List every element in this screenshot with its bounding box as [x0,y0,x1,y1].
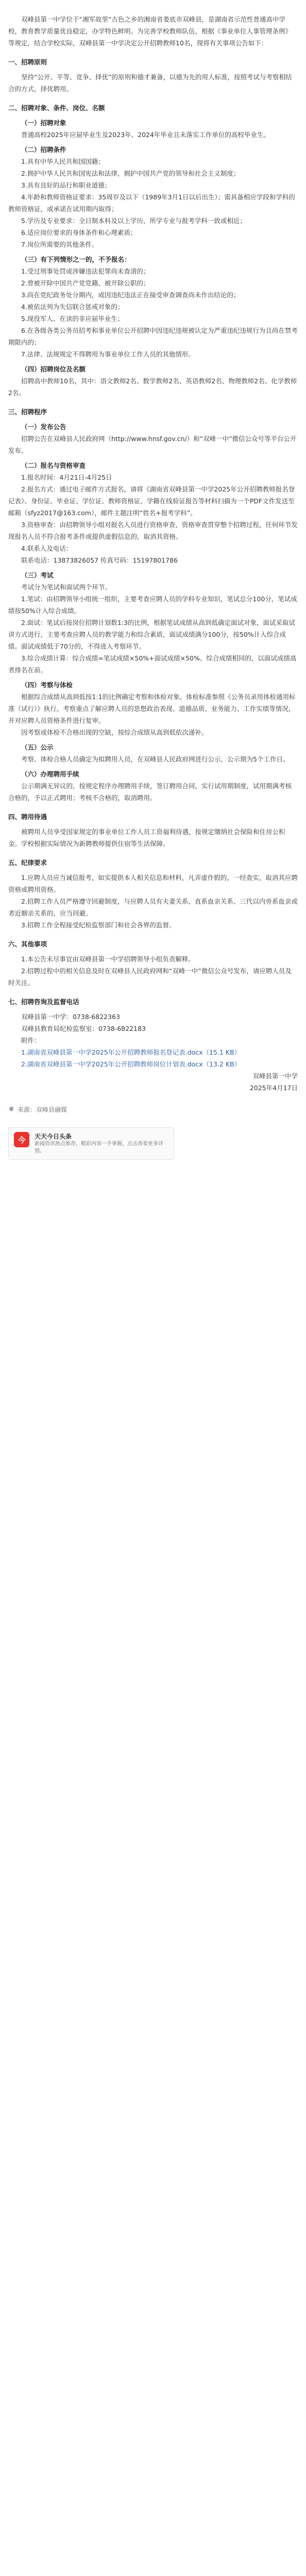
source-row [8,1105,298,1114]
subsection-paragraph: 根据综合成绩从高到低按1:1的比例确定考察和体检对象。体检标准参照《公务员录用体检通用标准（试行）》执行。考察重点了解应聘人员的思想政治表现、道德品质、业务能力、工作实绩等情况，并对应聘人员资格条件进行复审。 [8,693,296,724]
article-content [8,13,298,1094]
ad-logo: 今 [14,1132,29,1147]
subsection-paragraph: 5.现役军人、在读的非应届毕业生； [21,315,124,323]
subsection-heading: （三）有下列情形之一的，不予报名： [21,256,131,263]
subsection-paragraph: 1.具有中华人民共和国国籍； [21,158,105,165]
section-paragraph: 1.应聘人员应当诚信报考，如实提供本人相关信息和材料，凡弄虚作假的，一经查实，取消其应聘资格或聘用资格。 [8,874,298,893]
subsection-heading: （五）公示 [21,743,54,751]
section-paragraph: 双峰县教育局纪检监察室：0738-6822183 [21,1025,146,1032]
section-heading: 二、招聘对象、条件、岗位、名额 [8,104,105,112]
subsection-paragraph: 联系电话：13873826057 传真号码：15197801786 [21,556,178,564]
section-heading: 四、聘用待遇 [8,813,47,821]
subsection-paragraph: 1.报名时间：4月21日-4月25日 [21,473,112,481]
subsection-paragraph: 3.综合成绩计算：综合成绩=笔试成绩×50%+面试成绩×50%。综合成绩相同的，以面试成绩高者排名在前。 [8,654,297,674]
subsection-heading: （二）报名与资格审查 [21,462,86,469]
subsection-paragraph: 7.岗位所需要的其他条件。 [21,241,98,248]
section-heading: 五、纪律要求 [8,859,47,867]
section-paragraph: 1.本公告未尽事宜由双峰县第一中学招聘领导小组负责解释。 [21,955,195,963]
subsection-paragraph: 1.笔试：由招聘领导小组统一组织，主要考查应聘人员的学科专业知识，笔试总分100分，笔试成绩按50%计入综合成绩。 [8,595,297,615]
subsection-paragraph: 4.被依法列为失信联合惩戒对象的； [21,303,124,311]
subsection-heading: （二）招聘条件 [21,146,66,154]
section-paragraph: 被聘用人员享受国家规定的事业单位工作人员工资福利待遇，按规定缴纳社会保险和住房公积金。学校根据实际情况为新聘教师提供住宿等生活保障。 [8,828,285,848]
subsection-paragraph: 3.尚在党纪政务处分期内，或因违纪违法正在接受审查调查尚未作出结论的； [21,291,240,299]
subsection-paragraph: 2.面试：笔试后按岗位招聘计划数1:3的比例，根据笔试成绩从高到低确定面试对象，面试采取试讲方式进行，主要考查应聘人员的教学能力和综合素质，面试成绩满分100分，按50%计入综合成绩。面试成绩低于70分的，不得进入考察环节。 [8,619,296,650]
subsection-paragraph: 普通高校2025年应届毕业生及2023年、2024年毕业且未落实工作单位的高校毕业生。 [21,131,270,139]
subsection-heading: （六）办理聘用手续 [21,770,79,778]
signature-date: 2025年4月17日 [249,1084,298,1092]
section-heading: 三、招聘程序 [8,408,47,416]
subsection-paragraph: 4.联系人及电话： [21,545,73,552]
subsection-paragraph: 1.受过刑事处罚或涉嫌违法犯罪尚未查清的； [21,267,150,275]
subsection-paragraph: 公示期满无异议的，按规定程序办理聘用手续，签订聘用合同，实行试用期制度，试用期满考核合格的，予以正式聘用；考核不合格的，取消聘用。 [8,782,292,802]
intro-paragraph: 双峰县第一中学位于“湘军故里”古色之乡的湘南省娄底市双峰县，是湖南省示范性普通高中学校，教育教学质量优良稳定，办学特色鲜明。为完善学校教师队伍，根据《事业单位人事管理条例》等规定，结合学校实际，双峰县第一中学决定公开招聘教师10名，现将有关事项公告如下： [8,15,292,47]
ad-desc: 新闻资讯热点推荐，精彩内容一手掌握，点击查看更多详情。 [35,1141,163,1154]
subsection-paragraph: 5.学历及专业要求：全日制本科及以上学历，所学专业与报考学科一致或相近； [21,217,246,225]
signature-org: 双峰县第一中学 [252,1072,298,1080]
subsection-paragraph: 3.具有良好的品行和职业道德； [21,181,111,189]
subsection-heading: （三）考试 [21,571,54,579]
subsection-paragraph: 招聘高中教师10名，其中：语文教师2名、数学教师2名、英语教师2名、物理教师2名、化学教师2名。 [8,377,297,397]
subsection-paragraph: 6.在各级各类公务员招考和事业单位公开招聘中因违纪违规被认定为严重违纪违规行为且尚在禁考期限内的； [8,327,298,346]
section-paragraph: 双峰县第一中学：0738-6822363 [21,1013,120,1021]
subsection-paragraph: 6.适应岗位要求的身体条件和心理素质； [21,229,137,236]
ad-title: 天天今日头条 [35,1133,72,1140]
section-paragraph: 坚持“公开、平等、竞争、择优”的原则和德才兼备，以德为先的用人标准，按照考试与考察相结合的方式，择优聘用。 [8,73,292,93]
section-paragraph: 3.招聘工作全程接受纪检监察部门和社会各界的监督。 [21,921,176,929]
ad-card[interactable] [8,1127,174,1160]
subsection-paragraph: 2.拥护中华人民共和国宪法和法律，拥护中国共产党的领导和社会主义制度； [21,170,240,177]
subsection-heading: （四）招聘岗位及名额 [21,365,86,373]
subsection-paragraph: 3.资格审查：由招聘领导小组对报名人员进行资格审查，资格审查贯穿整个招聘过程，任何环节发现报名人员不符合报考条件或提供虚假信息的，取消其资格。 [8,521,298,540]
attachments-label: 附件： [21,1037,41,1044]
attachment-link[interactable]: 2.湖南省双峰县第一中学2025年公开招聘教师岗位计划表.docx（13.2 KB） [21,1060,241,1068]
subsection-heading: （一）发布公告 [21,423,66,431]
subsection-paragraph: 考试分为笔试和面试两个环节。 [21,583,112,591]
section-heading: 七、招聘咨询及监督电话 [8,998,79,1006]
subsection-paragraph: 4.年龄和教师资格证要求：35周岁及以下（1989年3月1日以后出生）；需具备相应学段和学科的教师资格证，或承诺在试用期内取得； [8,193,295,213]
section-heading: 六、其他事项 [8,940,47,948]
subsection-paragraph: 因考察或体检不合格出现的空缺，按综合成绩从高到低依次递补。 [21,728,208,736]
location-pin-icon [8,1107,14,1113]
subsection-paragraph: 2.报名方式：通过电子邮件方式报名，请将《湖南省双峰县第一中学2025年公开招聘教师报名登记表》、身份证、毕业证、学位证、教师资格证、学籍在线验证报告等材料扫描为一个PDF文件发送至邮箱（sfyz2017@163.com），邮件主题注明“姓名+报考学科”。 [8,485,295,517]
subsection-paragraph: 2.曾被开除中国共产党党籍、被开除公职的； [21,279,150,287]
section-paragraph: 2.招聘工作人员严格遵守回避制度，与应聘人员有夫妻关系、直系血亲关系、三代以内旁系血亲或者近姻亲关系的，应当回避。 [8,897,298,917]
subsection-heading: （四）考察与体检 [21,681,73,689]
source-label: 来源：双峰县融媒 [18,1106,67,1113]
subsection-paragraph: 招聘公告在双峰县人民政府网（http://www.hnsf.gov.cn/）和“双峰一中”微信公众号等平台公开发布。 [8,435,297,454]
subsection-paragraph: 考察、体检合格人员确定为拟聘用人员，在双峰县人民政府网进行公示，公示期为5个工作日。 [21,755,290,763]
section-paragraph: 2.招聘过程中的相关信息及时在双峰县人民政府网和“双峰一中”微信公众号发布，请应聘人员及时关注。 [8,967,292,987]
subsection-paragraph: 7.法律、法规规定不得聘用为事业单位工作人员的其他情形。 [21,350,195,358]
subsection-heading: （一）招聘对象 [21,119,66,127]
attachment-link[interactable]: 1.湖南省双峰县第一中学2025年公开招聘教师报名登记表.docx（15.1 KB） [21,1048,241,1056]
section-heading: 一、招聘原则 [8,58,47,66]
